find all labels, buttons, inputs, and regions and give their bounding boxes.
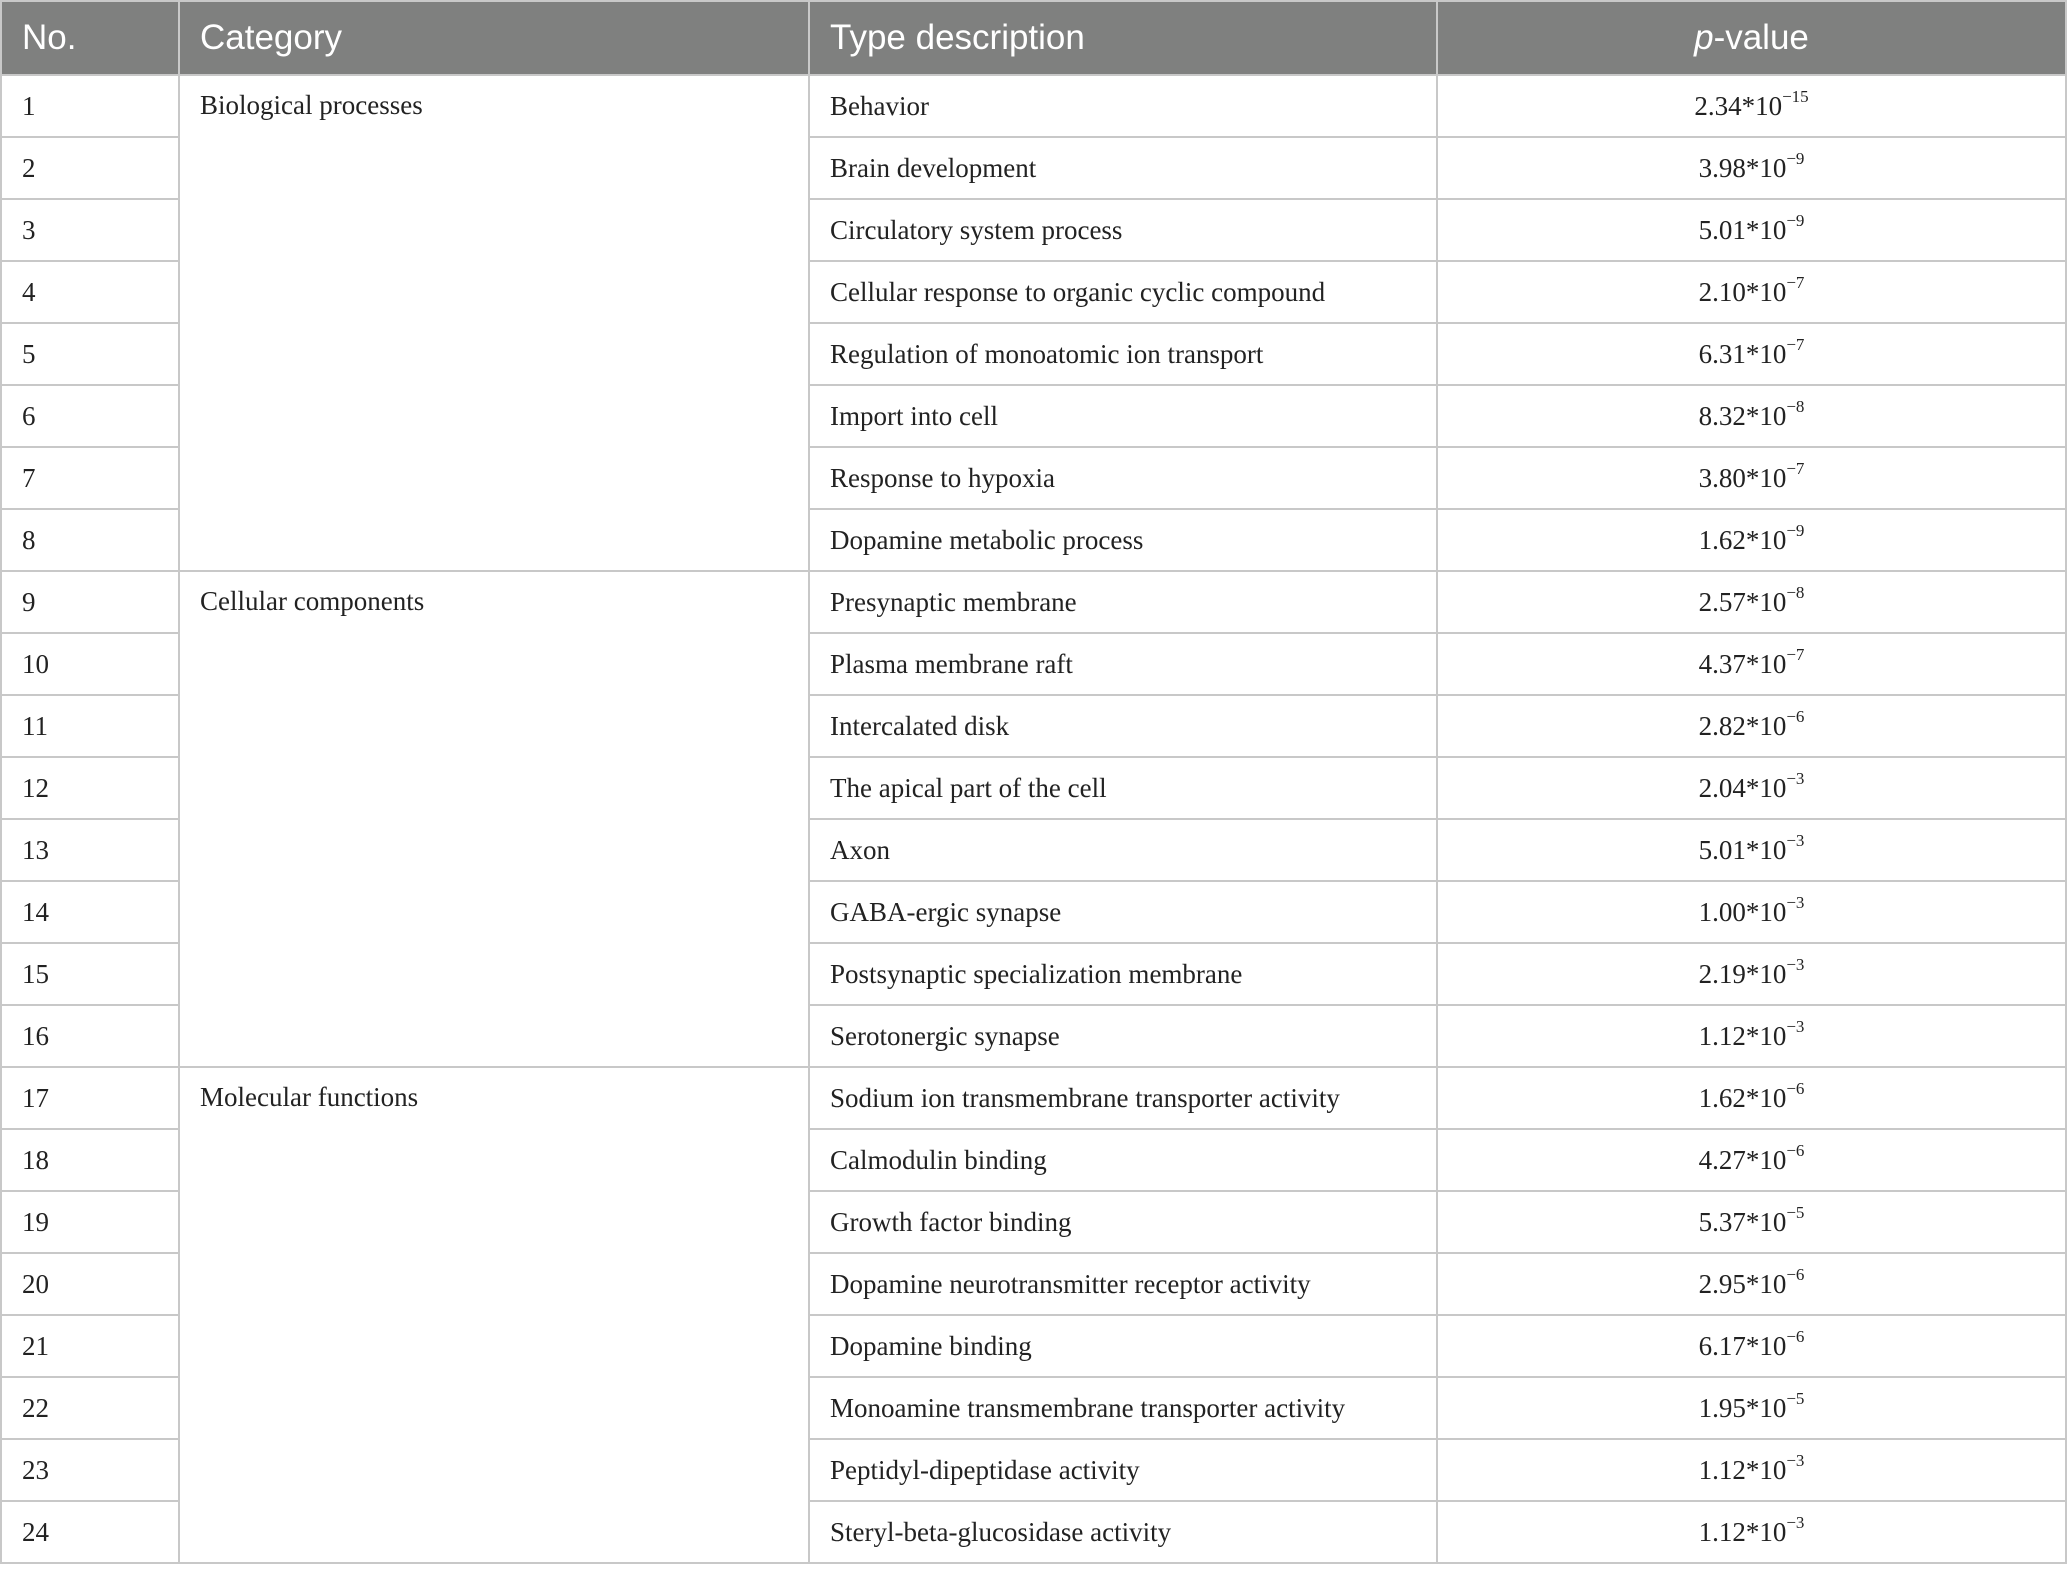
p-value-mantissa: 5.01*10 (1698, 214, 1787, 245)
p-value-exponent: −6 (1786, 1264, 1805, 1284)
type-description-cell: Import into cell (809, 385, 1437, 447)
type-description-cell: Response to hypoxia (809, 447, 1437, 509)
p-value-mantissa: 1.62*10 (1698, 1082, 1787, 1113)
type-description-cell: Dopamine binding (809, 1315, 1437, 1377)
row-number: 1 (1, 75, 179, 137)
row-number: 11 (1, 695, 179, 757)
p-value-cell (1437, 1501, 2066, 1563)
p-value-cell (1437, 199, 2066, 261)
p-value-mantissa: 4.37*10 (1698, 648, 1787, 679)
row-number: 17 (1, 1067, 179, 1129)
row-number: 3 (1, 199, 179, 261)
p-value-exponent: −6 (1786, 1326, 1805, 1346)
p-value-exponent: −9 (1786, 520, 1805, 540)
type-description-cell: Steryl-beta-glucosidase activity (809, 1501, 1437, 1563)
p-value-exponent: −9 (1786, 210, 1805, 230)
row-number: 21 (1, 1315, 179, 1377)
table-row (1, 571, 2066, 633)
p-value-exponent: −3 (1786, 892, 1805, 912)
type-description-cell: Dopamine neurotransmitter receptor activity (809, 1253, 1437, 1315)
header-p-value (1437, 1, 2066, 75)
row-number: 18 (1, 1129, 179, 1191)
header-p-rest: -value (1713, 18, 1809, 57)
p-value-exponent: −7 (1786, 334, 1805, 354)
p-value-mantissa: 2.34*10 (1694, 90, 1783, 121)
table-body (1, 75, 2066, 1563)
p-value-exponent: −15 (1782, 86, 1809, 106)
p-value-exponent: −8 (1786, 582, 1805, 602)
p-value-exponent: −7 (1786, 272, 1805, 292)
p-value-cell (1437, 1253, 2066, 1315)
type-description-cell: GABA-ergic synapse (809, 881, 1437, 943)
category-cell: Molecular functions (179, 1067, 809, 1563)
row-number: 19 (1, 1191, 179, 1253)
type-description-cell: Circulatory system process (809, 199, 1437, 261)
table-row (1, 1067, 2066, 1129)
header-type-description: Type description (809, 1, 1437, 75)
type-description-cell: The apical part of the cell (809, 757, 1437, 819)
row-number: 10 (1, 633, 179, 695)
row-number: 8 (1, 509, 179, 571)
p-value-mantissa: 2.57*10 (1698, 586, 1787, 617)
p-value-exponent: −6 (1786, 1078, 1805, 1098)
p-value-mantissa: 1.12*10 (1698, 1516, 1787, 1547)
row-number: 16 (1, 1005, 179, 1067)
p-value-exponent: −9 (1786, 148, 1805, 168)
type-description-cell: Plasma membrane raft (809, 633, 1437, 695)
row-number: 15 (1, 943, 179, 1005)
p-value-cell (1437, 819, 2066, 881)
p-value-mantissa: 1.12*10 (1698, 1020, 1787, 1051)
type-description-cell: Intercalated disk (809, 695, 1437, 757)
p-value-cell (1437, 943, 2066, 1005)
row-number: 9 (1, 571, 179, 633)
p-value-mantissa: 2.82*10 (1698, 710, 1787, 741)
type-description-cell: Cellular response to organic cyclic compound (809, 261, 1437, 323)
row-number: 13 (1, 819, 179, 881)
type-description-cell: Monoamine transmembrane transporter activity (809, 1377, 1437, 1439)
p-value-mantissa: 6.31*10 (1698, 338, 1787, 369)
p-value-exponent: −3 (1786, 830, 1805, 850)
p-value-cell (1437, 881, 2066, 943)
row-number: 20 (1, 1253, 179, 1315)
row-number: 6 (1, 385, 179, 447)
p-value-cell (1437, 633, 2066, 695)
p-value-exponent: −6 (1786, 706, 1805, 726)
row-number: 24 (1, 1501, 179, 1563)
type-description-cell: Regulation of monoatomic ion transport (809, 323, 1437, 385)
p-value-cell (1437, 1315, 2066, 1377)
type-description-cell: Peptidyl-dipeptidase activity (809, 1439, 1437, 1501)
p-value-exponent: −6 (1786, 1140, 1805, 1160)
row-number: 5 (1, 323, 179, 385)
category-cell: Biological processes (179, 75, 809, 571)
type-description-cell: Axon (809, 819, 1437, 881)
p-value-mantissa: 2.19*10 (1698, 958, 1787, 989)
p-value-mantissa: 5.37*10 (1698, 1206, 1787, 1237)
row-number: 4 (1, 261, 179, 323)
p-value-cell (1437, 695, 2066, 757)
row-number: 14 (1, 881, 179, 943)
type-description-cell: Presynaptic membrane (809, 571, 1437, 633)
row-number: 23 (1, 1439, 179, 1501)
header-no: No. (1, 1, 179, 75)
p-value-cell (1437, 323, 2066, 385)
type-description-cell: Brain development (809, 137, 1437, 199)
header-category: Category (179, 1, 809, 75)
p-value-mantissa: 2.04*10 (1698, 772, 1787, 803)
p-value-exponent: −3 (1786, 954, 1805, 974)
p-value-mantissa: 1.12*10 (1698, 1454, 1787, 1485)
p-value-cell (1437, 509, 2066, 571)
p-value-cell (1437, 1377, 2066, 1439)
p-value-mantissa: 3.98*10 (1698, 152, 1787, 183)
type-description-cell: Serotonergic synapse (809, 1005, 1437, 1067)
type-description-cell: Sodium ion transmembrane transporter activity (809, 1067, 1437, 1129)
p-value-exponent: −7 (1786, 644, 1805, 664)
p-value-cell (1437, 571, 2066, 633)
p-value-exponent: −8 (1786, 396, 1805, 416)
p-value-mantissa: 2.10*10 (1698, 276, 1787, 307)
table-row (1, 75, 2066, 137)
row-number: 22 (1, 1377, 179, 1439)
p-value-exponent: −3 (1786, 1512, 1805, 1532)
p-value-exponent: −5 (1786, 1388, 1805, 1408)
p-value-cell (1437, 1129, 2066, 1191)
row-number: 12 (1, 757, 179, 819)
header-row (1, 1, 2066, 75)
p-value-mantissa: 1.62*10 (1698, 524, 1787, 555)
p-value-cell (1437, 757, 2066, 819)
p-value-cell (1437, 385, 2066, 447)
p-value-mantissa: 5.01*10 (1698, 834, 1787, 865)
type-description-cell: Growth factor binding (809, 1191, 1437, 1253)
category-cell: Cellular components (179, 571, 809, 1067)
header-p-italic: p (1694, 18, 1714, 57)
p-value-mantissa: 1.95*10 (1698, 1392, 1787, 1423)
p-value-exponent: −3 (1786, 1016, 1805, 1036)
p-value-cell (1437, 1439, 2066, 1501)
row-number: 2 (1, 137, 179, 199)
p-value-cell (1437, 1005, 2066, 1067)
p-value-cell (1437, 137, 2066, 199)
p-value-mantissa: 3.80*10 (1698, 462, 1787, 493)
p-value-exponent: −3 (1786, 768, 1805, 788)
p-value-mantissa: 6.17*10 (1698, 1330, 1787, 1361)
p-value-exponent: −7 (1786, 458, 1805, 478)
p-value-exponent: −3 (1786, 1450, 1805, 1470)
p-value-cell (1437, 1067, 2066, 1129)
p-value-exponent: −5 (1786, 1202, 1805, 1222)
row-number: 7 (1, 447, 179, 509)
type-description-cell: Postsynaptic specialization membrane (809, 943, 1437, 1005)
p-value-cell (1437, 1191, 2066, 1253)
p-value-mantissa: 4.27*10 (1698, 1144, 1787, 1175)
p-value-cell (1437, 75, 2066, 137)
p-value-cell (1437, 261, 2066, 323)
p-value-cell (1437, 447, 2066, 509)
type-description-cell: Calmodulin binding (809, 1129, 1437, 1191)
type-description-cell: Dopamine metabolic process (809, 509, 1437, 571)
p-value-mantissa: 1.00*10 (1698, 896, 1787, 927)
p-value-mantissa: 2.95*10 (1698, 1268, 1787, 1299)
table-header (1, 1, 2066, 75)
type-description-cell: Behavior (809, 75, 1437, 137)
p-value-mantissa: 8.32*10 (1698, 400, 1787, 431)
